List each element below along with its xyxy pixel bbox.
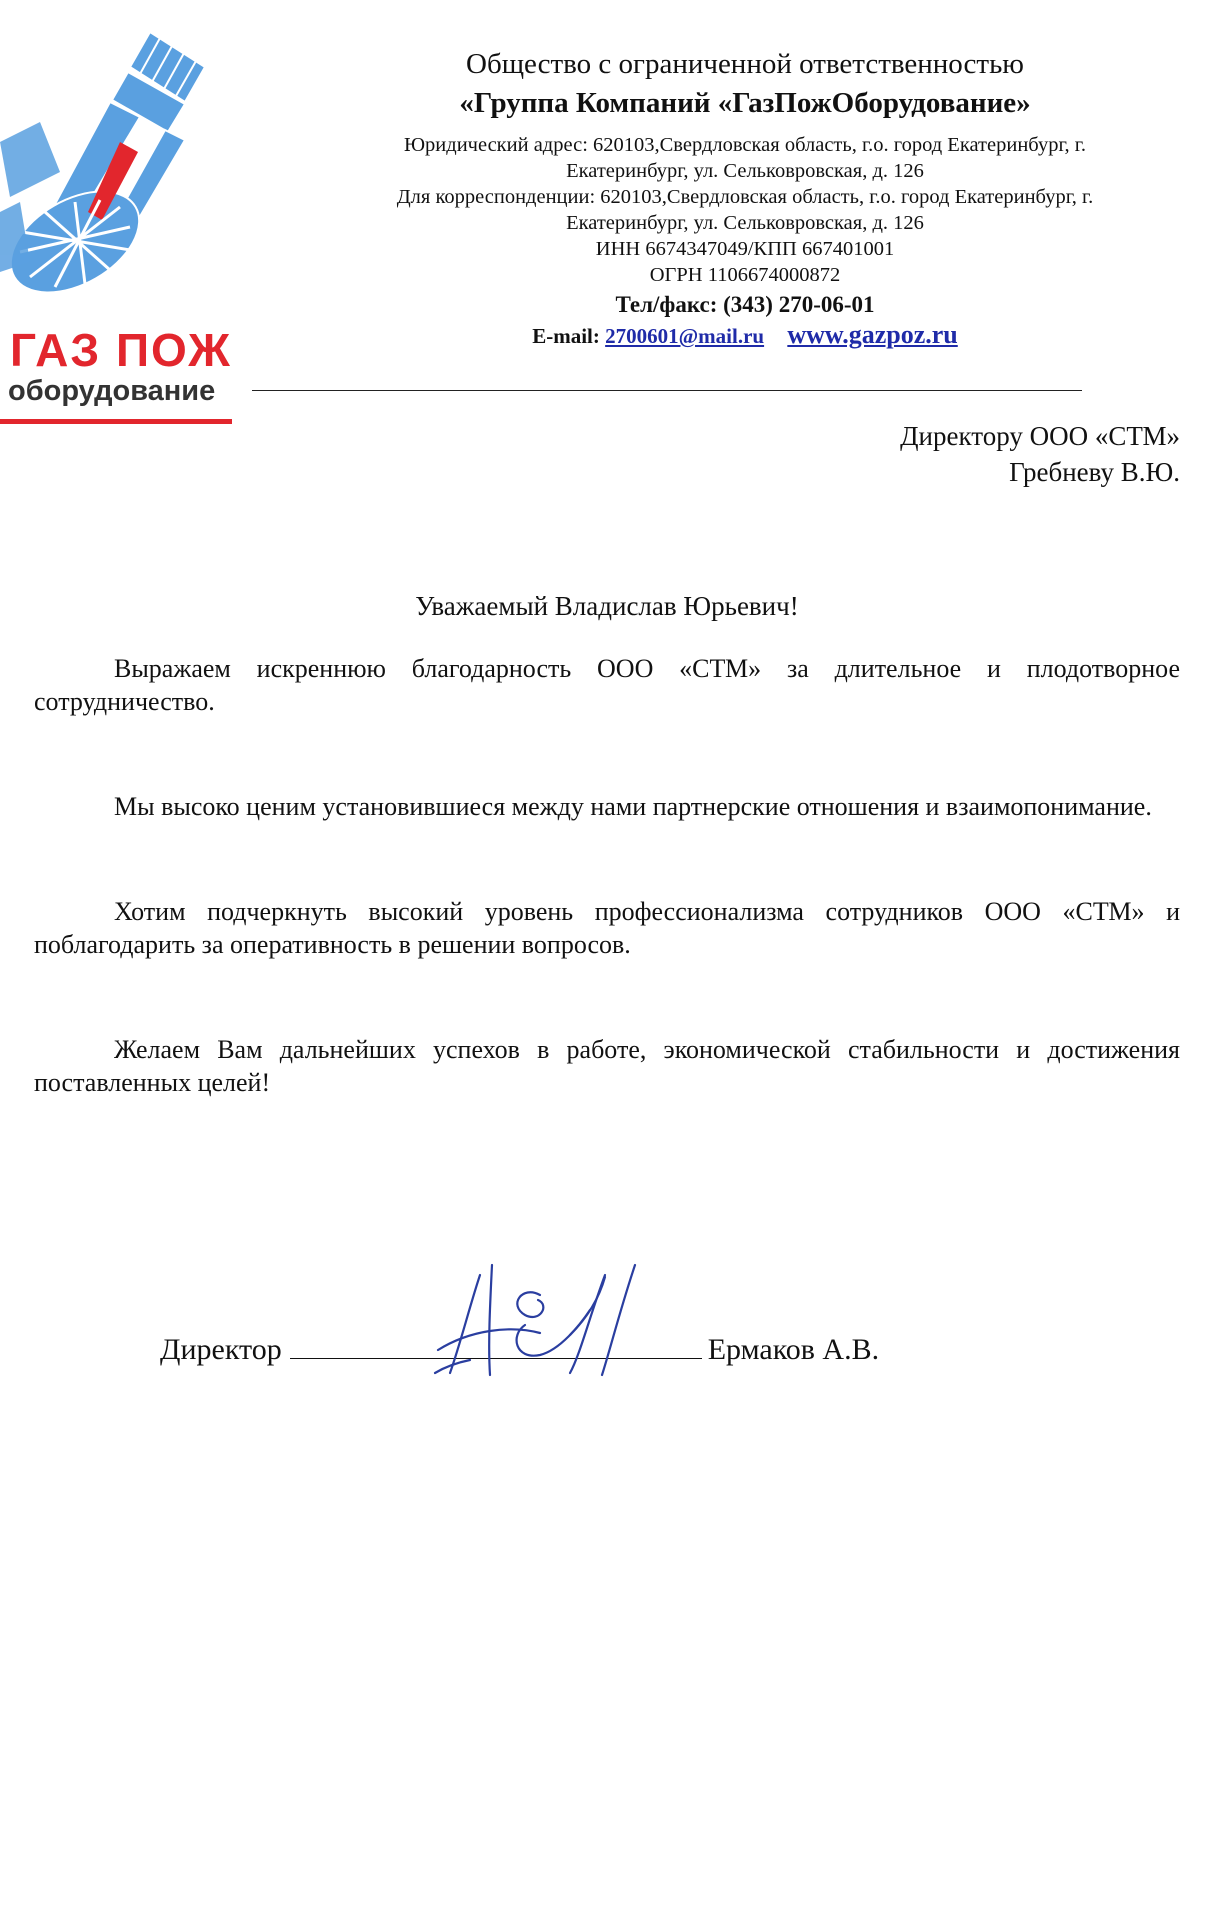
legal-address-line-1: Юридический адрес: 620103,Свердловская область, г.о. город Екатеринбург, г. [403, 134, 1087, 156]
contact-line [330, 320, 1160, 351]
postal-address-line-2: Екатеринбург, ул. Сельковровская, д. 126 [566, 212, 924, 234]
org-name: «Группа Компаний «ГазПожОборудование» [459, 87, 1031, 119]
paragraph: Мы высоко ценим установившиеся между нами партнерские отношения и взаимопонимание. [114, 792, 1152, 821]
email-link[interactable]: 2700601@mail.ru [605, 324, 765, 348]
logo-red-bar [0, 419, 232, 424]
signer-name: Ермаков А.В. [707, 1333, 880, 1366]
inn-kpp: ИНН 6674347049/КПП 667401001 [595, 238, 895, 260]
logo-text-gaz-pozh: ГАЗ ПОЖ [10, 324, 232, 376]
handwritten-signature [430, 1255, 680, 1385]
paragraph: Желаем Вам дальнейших успехов в работе, экономической стабильности и достижения поставленных целей! [34, 1035, 1180, 1097]
signer-title: Директор [160, 1333, 282, 1366]
addressee-name: Гребневу В.Ю. [1009, 457, 1180, 487]
legal-address-line-2: Екатеринбург, ул. Сельковровская, д. 126 [566, 160, 924, 182]
email-label: E-mail: [532, 324, 600, 348]
logo-text-oborudovanie: оборудование [8, 375, 216, 407]
letterhead [330, 44, 1160, 351]
addressee-position: Директору ООО «СТМ» [900, 421, 1180, 451]
paragraph: Выражаем искреннюю благодарность ООО «СТМ» за длительное и плодотворное сотрудничество. [34, 654, 1180, 716]
ogrn: ОГРН 1106674000872 [649, 264, 841, 286]
org-type: Общество с ограниченной ответственностью [466, 48, 1024, 80]
address-block [330, 132, 1160, 288]
sprinkler-icon [0, 22, 232, 322]
letter-body [34, 652, 1180, 1171]
phone-fax: Тел/факс: (343) 270-06-01 [615, 292, 875, 317]
website-link[interactable]: www.gazpoz.ru [787, 320, 958, 349]
header-divider [252, 390, 1082, 391]
addressee-block [900, 418, 1180, 490]
company-logo [0, 22, 232, 412]
paragraph: Хотим подчеркнуть высокий уровень профессионализма сотрудников ООО «СТМ» и поблагодарить за оперативность в решении вопросов. [34, 897, 1180, 959]
postal-address-line-1: Для корреспонденции: 620103,Свердловская область, г.о. город Екатеринбург, г. [396, 186, 1094, 208]
salutation: Уважаемый Владислав Юрьевич! [415, 591, 799, 621]
